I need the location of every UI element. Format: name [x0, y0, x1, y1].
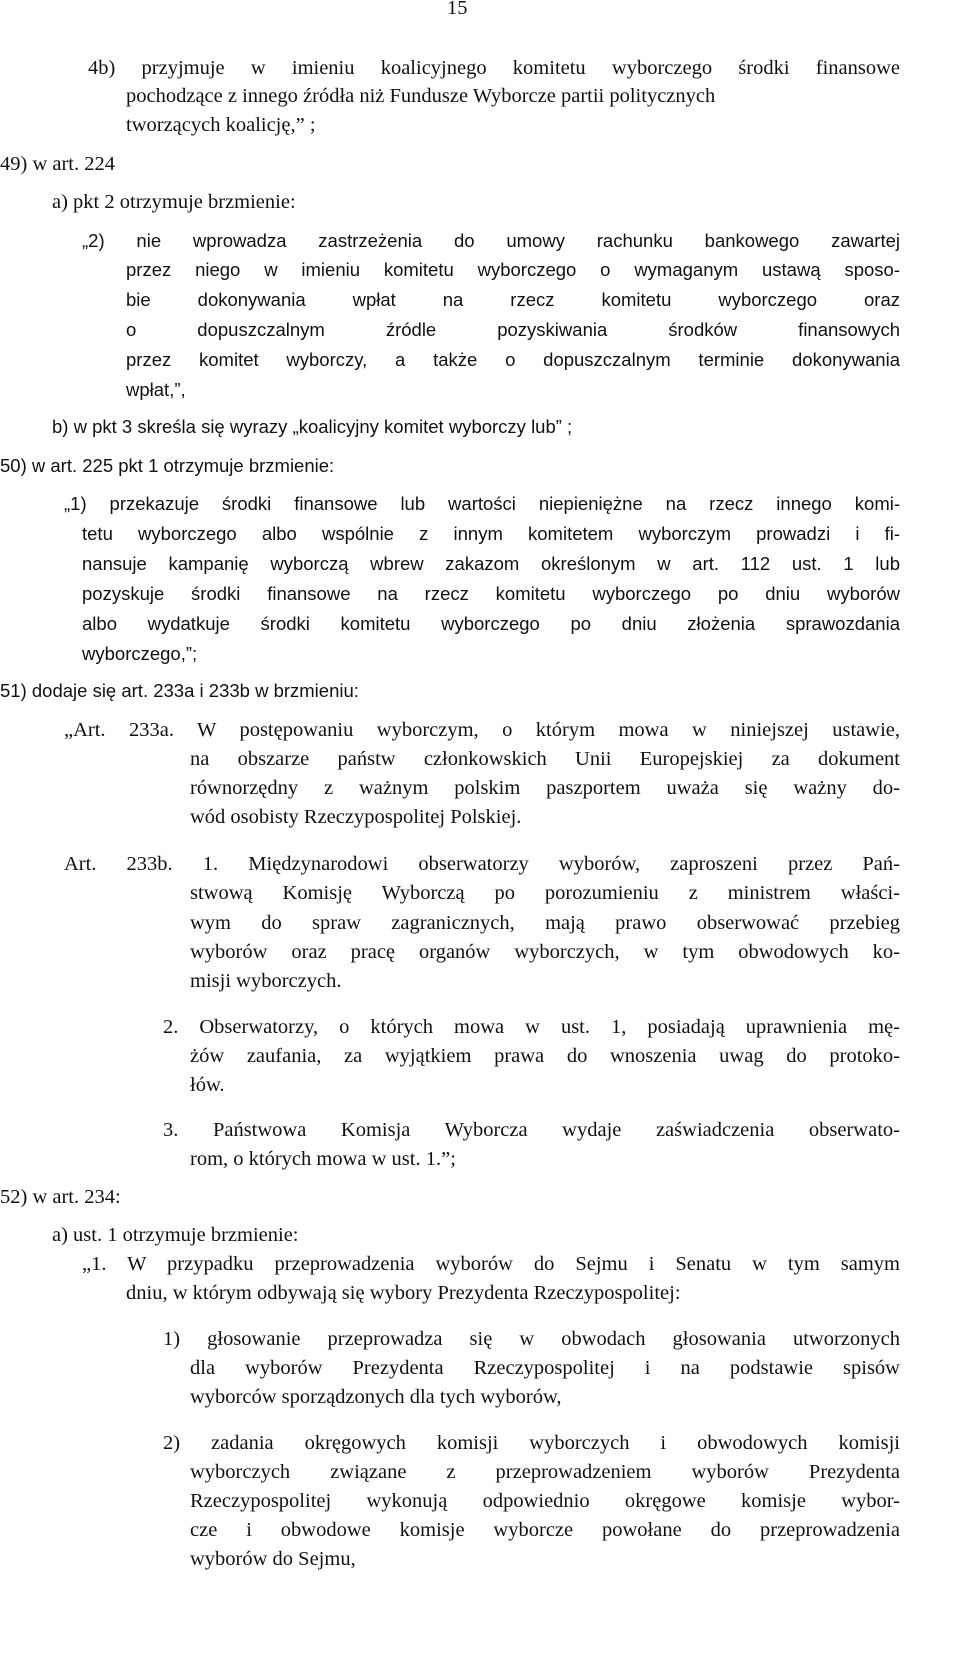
text-line: 2. Obserwatorzy, o których mowa w ust. 1, posiadają uprawnienia mę- [163, 1016, 900, 1038]
text-line: Rzeczypospolitej wykonują odpowiednio okręgowe komisje wybor- [190, 1490, 900, 1512]
text-line: Art. 233b. 1. Międzynarodowi obserwatorzy wyborów, zaproszeni przez Pań- [64, 853, 900, 875]
text-line: przez komitet wyborczy, a także o dopuszczalnym terminie dokonywania [126, 349, 900, 370]
text-line: a) pkt 2 otrzymuje brzmienie: [52, 191, 296, 213]
text-line: dla wyborów Prezydenta Rzeczypospolitej i na podstawie spisów [190, 1357, 900, 1379]
text-line: a) ust. 1 otrzymuje brzmienie: [52, 1224, 299, 1246]
text-line: 1) głosowanie przeprowadza się w obwodach głosowania utworzonych [163, 1328, 900, 1350]
text-line: przez niego w imieniu komitetu wyborczego o wymaganym ustawą sposo- [126, 259, 900, 280]
text-line: „1) przekazuje środki finansowe lub wartości niepieniężne na rzecz innego komi- [64, 493, 900, 514]
text-line: 4b) przyjmuje w imieniu koalicyjnego komitetu wyborczego środki finansowe [88, 57, 900, 79]
text-line: nansuje kampanię wyborczą wbrew zakazom określonym w art. 112 ust. 1 lub [82, 553, 900, 574]
text-line: 3. Państwowa Komisja Wyborcza wydaje zaświadczenia obserwato- [163, 1119, 900, 1141]
text-line: wpłat,”, [126, 379, 186, 400]
text-line: dniu, w którym odbywają się wybory Prezydenta Rzeczypospolitej: [126, 1282, 681, 1304]
text-line: pozyskuje środki finansowe na rzecz komitetu wyborczego po dniu wyborów [82, 583, 900, 604]
text-line: misji wyborczych. [190, 970, 342, 992]
text-line: pochodzące z innego źródła niż Fundusze Wyborcze partii politycznych [126, 85, 716, 107]
text-line: 49) w art. 224 [0, 153, 116, 175]
text-line: 50) w art. 225 pkt 1 otrzymuje brzmienie: [0, 455, 335, 476]
text-line: 2) zadania okręgowych komisji wyborczych i obwodowych komisji [163, 1432, 900, 1454]
text-line: cze i obwodowe komisje wyborcze powołane do przeprowadzenia [190, 1519, 900, 1541]
text-line: tetu wyborczego albo wspólnie z innym komitetem wyborczym prowadzi i fi- [82, 523, 900, 544]
text-line: tworzących koalicję,” ; [126, 114, 316, 136]
text-line: bie dokonywania wpłat na rzecz komitetu wyborczego oraz [126, 289, 900, 310]
text-line: „1. W przypadku przeprowadzenia wyborów do Sejmu i Senatu w tym samym [82, 1253, 900, 1275]
text-line: łów. [190, 1074, 225, 1096]
page-number: 15 [447, 0, 468, 19]
text-line: na obszarze państw członkowskich Unii Europejskiej za dokument [190, 748, 900, 770]
text-line: równorzędny z ważnym polskim paszportem uważa się ważny do- [190, 777, 900, 799]
text-line: wód osobisty Rzeczypospolitej Polskiej. [190, 806, 522, 828]
text-line: żów zaufania, za wyjątkiem prawa do wnoszenia uwag do protoko- [190, 1045, 900, 1067]
text-line: albo wydatkuje środki komitetu wyborczego po dniu złożenia sprawozdania [82, 613, 900, 634]
text-line: wym do spraw zagranicznych, mają prawo obserwować przebieg [190, 912, 900, 934]
text-line: stwową Komisję Wyborczą po porozumieniu z ministrem właści- [190, 882, 900, 904]
text-line: b) w pkt 3 skreśla się wyrazy „koalicyjny komitet wyborczy lub” ; [52, 416, 573, 437]
text-line: 52) w art. 234: [0, 1186, 121, 1208]
text-line: „Art. 233a. W postępowaniu wyborczym, o którym mowa w niniejszej ustawie, [64, 719, 900, 741]
text-line: rom, o których mowa w ust. 1.”; [190, 1148, 456, 1170]
text-line: wyborczego,”; [82, 643, 198, 664]
text-line: o dopuszczalnym źródle pozyskiwania środków finansowych [126, 319, 900, 340]
text-line: wyborców sporządzonych dla tych wyborów, [190, 1386, 562, 1408]
text-line: 51) dodaje się art. 233a i 233b w brzmieniu: [0, 680, 359, 701]
text-line: wyborów do Sejmu, [190, 1548, 356, 1570]
text-line: wyborów oraz pracę organów wyborczych, w tym obwodowych ko- [190, 941, 900, 963]
text-line: „2) nie wprowadza zastrzeżenia do umowy rachunku bankowego zawartej [82, 230, 900, 251]
text-line: wyborczych związane z przeprowadzeniem wyborów Prezydenta [190, 1461, 900, 1483]
